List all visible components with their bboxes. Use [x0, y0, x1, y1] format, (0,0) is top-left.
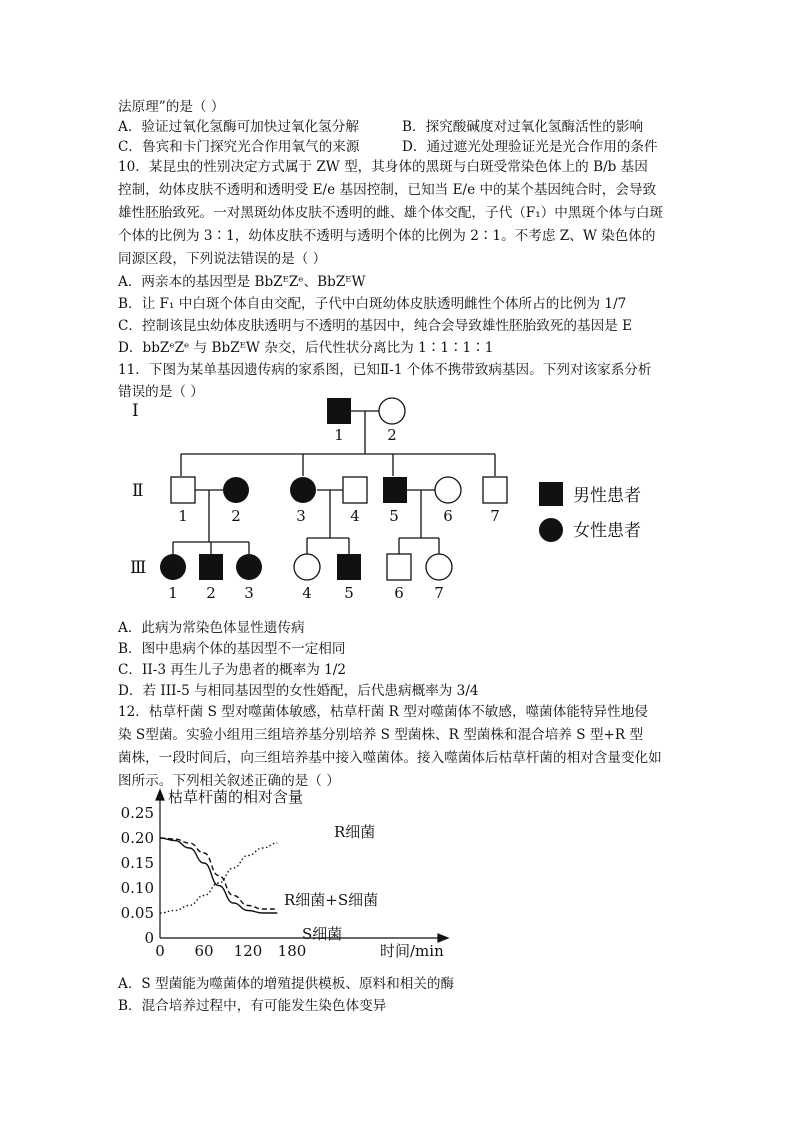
series-line-r-plus-s — [160, 838, 277, 909]
pedigree-number: 1 — [334, 426, 344, 444]
y-tick-label: 0.15 — [120, 854, 154, 872]
legend-male-symbol — [539, 482, 563, 506]
q12-stem-line: 图所示。下列相关叙述正确的是（ ） — [118, 773, 340, 789]
q11-option-a: A．此病为常染色体显性遗传病 — [118, 620, 305, 636]
pedigree-III-6-normal-male — [387, 554, 411, 580]
pedigree-number: 4 — [350, 507, 360, 525]
bacteria-content-chart — [118, 786, 458, 972]
pedigree-number: 7 — [490, 507, 500, 525]
pedigree-number: 6 — [443, 507, 453, 525]
pedigree-number: 2 — [231, 507, 241, 525]
generation-label-III: Ⅲ — [130, 558, 147, 578]
q10-option-d: D．bbZᵉZᵉ 与 BbZᴱW 杂交，后代性状分离比为 1∶1∶1∶1 — [118, 340, 494, 356]
pedigree-number: 5 — [389, 507, 399, 525]
q11-option-d: D．若 III-5 与相同基因型的女性婚配，后代患病概率为 3/4 — [118, 683, 479, 699]
pedigree-II-6-normal-female — [435, 477, 461, 503]
y-tick-label: 0.20 — [120, 829, 154, 847]
pedigree-II-2-affected-female — [223, 477, 249, 503]
y-axis-arrow — [156, 790, 164, 800]
q10-stem-line: 雄性胚胎致死。一对黑斑幼体皮肤不透明的雌、雄个体交配，子代（F₁）中黑斑个体与白斑 — [118, 205, 664, 221]
generation-label-I: Ⅰ — [132, 401, 139, 421]
x-axis-title: 时间/min — [380, 942, 444, 960]
q11-stem-line: 11．下图为某单基因遗传病的家系图，已知Ⅱ-1 个体不携带致病基因。下列对该家系分析 — [118, 362, 652, 378]
q12-option-b: B．混合培养过程中，有可能发生染色体变异 — [118, 998, 387, 1014]
q9-option-c: C．鲁宾和卡门探究光合作用氧气的来源 — [118, 139, 360, 155]
q9-option-d: D．通过遮光处理验证光是光合作用的条件 — [402, 139, 658, 155]
q11-stem-line: 错误的是（ ） — [118, 384, 204, 400]
y-axis-title: 枯草杆菌的相对含量 — [168, 788, 304, 806]
y-tick-label: 0.25 — [120, 804, 154, 822]
q9-option-b: B．探究酸碱度对过氧化氢酶活性的影响 — [402, 119, 644, 135]
q10-stem-line: 同源区段，下列说法错误的是（ ） — [118, 251, 327, 267]
q11-option-c: C．II-3 再生儿子为患者的概率为 1/2 — [118, 662, 347, 678]
y-tick-label: 0 — [144, 929, 154, 947]
q10-stem-line: 控制，幼体皮肤不透明和透明受 E/e 基因控制，已知当 E/e 中的某个基因纯合时，会导致 — [118, 182, 657, 198]
x-tick-label: 60 — [194, 942, 214, 960]
pedigree-II-3-affected-female — [290, 477, 316, 503]
pedigree-II-4-normal-male — [343, 477, 367, 503]
x-tick-label: 120 — [233, 942, 263, 960]
legend-female-label: 女性患者 — [573, 521, 641, 541]
pedigree-number: 2 — [387, 426, 397, 444]
q12-option-a: A．S 型菌能为噬菌体的增殖提供模板、原料和相关的酶 — [118, 976, 455, 992]
pedigree-III-2-affected-male — [199, 554, 223, 580]
q11-option-b: B．图中患病个体的基因型不一定相同 — [118, 641, 346, 657]
q10-option-a: A．两亲本的基因型是 BbZᴱZᵉ、BbZᴱW — [118, 274, 366, 290]
pedigree-number: 4 — [302, 584, 312, 602]
series-label-s: S细菌 — [302, 925, 343, 943]
x-tick-label: 0 — [155, 942, 165, 960]
pedigree-I-2-normal-female — [379, 398, 405, 424]
pedigree-II-5-affected-male — [383, 477, 407, 503]
pedigree-I-1-affected-male — [327, 398, 351, 424]
pedigree-number: 1 — [168, 584, 178, 602]
y-tick-label: 0.05 — [120, 904, 154, 922]
pedigree-number: 6 — [394, 584, 404, 602]
pedigree-II-7-normal-male — [483, 477, 507, 503]
q10-stem-line: 个体的比例为 3∶1，幼体皮肤不透明与透明个体的比例为 2∶1。不考虑 Z、W 染色体的 — [118, 228, 656, 244]
legend-female-symbol — [539, 518, 563, 542]
legend-male-label: 男性患者 — [573, 486, 641, 506]
pedigree-number: 3 — [296, 507, 306, 525]
pedigree-III-3-affected-female — [236, 554, 262, 580]
q9-option-a: A．验证过氧化氢酶可加快过氧化氢分解 — [118, 119, 359, 135]
pedigree-III-7-normal-female — [426, 554, 452, 580]
series-label-r-plus-s: R细菌+S细菌 — [284, 891, 379, 909]
q10-option-b: B．让 F₁ 中白斑个体自由交配，子代中白斑幼体皮肤透明雌性个体所占的比例为 1/7 — [118, 296, 627, 312]
q9-stem-tail: 法原理”的是（ ） — [118, 99, 225, 115]
x-tick-label: 180 — [277, 942, 307, 960]
pedigree-number: 5 — [344, 584, 354, 602]
q12-stem-line: 菌株，一段时间后，向三组培养基中接入噬菌体。接入噬菌体后枯草杆菌的相对含量变化如 — [118, 750, 662, 766]
pedigree-number: 7 — [434, 584, 444, 602]
pedigree-III-4-normal-female — [294, 554, 320, 580]
series-label-r: R细菌 — [334, 823, 376, 841]
pedigree-II-1-normal-male — [171, 477, 195, 503]
series-line-r — [160, 843, 277, 913]
pedigree-chart — [118, 392, 678, 614]
q10-stem-line: 10．某昆虫的性别决定方式属于 ZW 型，其身体的黑斑与白斑受常染色体上的 B/b 基因 — [118, 159, 648, 175]
pedigree-III-1-affected-female — [160, 554, 186, 580]
pedigree-number: 2 — [206, 584, 216, 602]
generation-label-II: Ⅱ — [132, 481, 144, 501]
x-axis-arrow — [438, 934, 448, 942]
pedigree-number: 3 — [244, 584, 254, 602]
pedigree-III-5-affected-male — [337, 554, 361, 580]
q10-option-c: C．控制该昆虫幼体皮肤透明与不透明的基因中，纯合会导致雄性胚胎致死的基因是 E — [118, 318, 633, 334]
pedigree-number: 1 — [178, 507, 188, 525]
y-tick-label: 0.10 — [120, 879, 154, 897]
q12-stem-line: 12．枯草杆菌 S 型对噬菌体敏感，枯草杆菌 R 型对噬菌体不敏感，噬菌体能特异性地侵 — [118, 704, 648, 720]
q12-stem-line: 染 S型菌。实验小组用三组培养基分别培养 S 型菌株、R 型菌株和混合培养 S 型+R 型 — [118, 727, 644, 743]
